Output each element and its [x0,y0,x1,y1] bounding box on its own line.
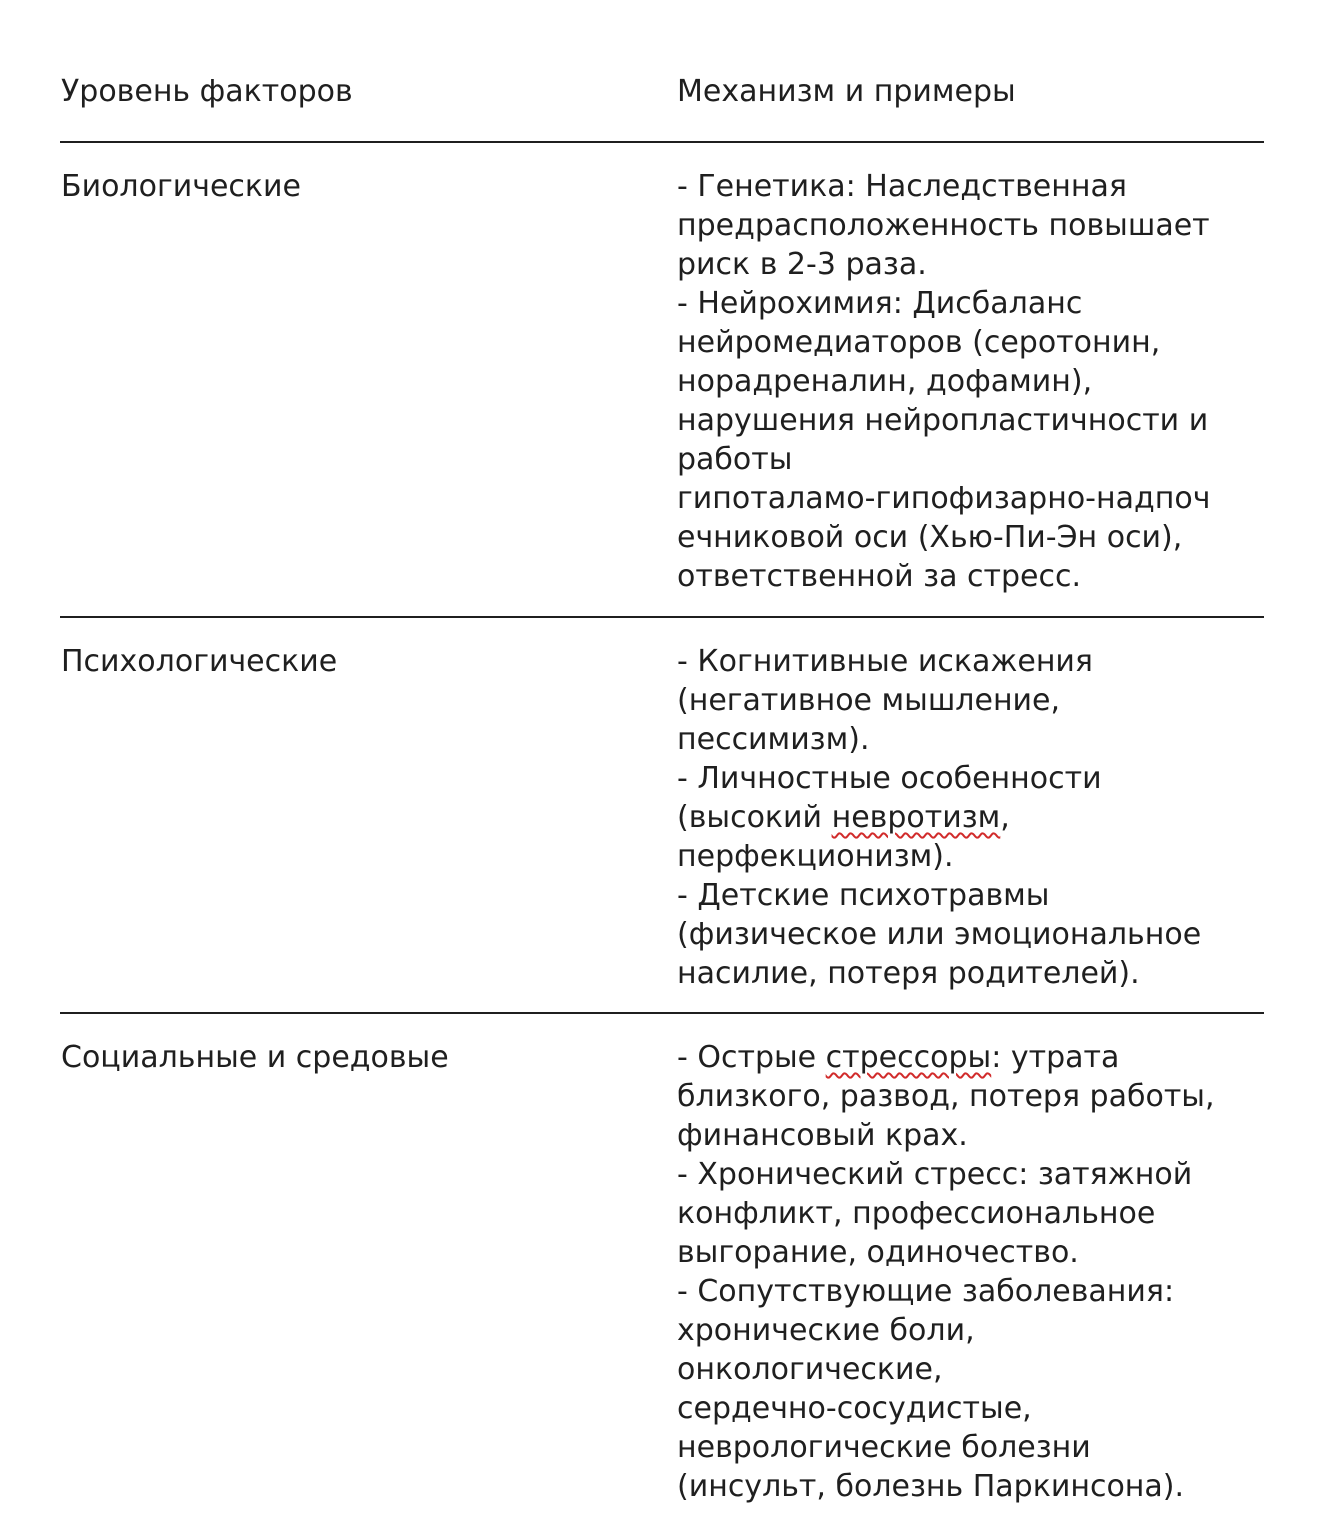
mechanism-line: (инсульт, болезнь Паркинсона). [677,1469,1185,1504]
row-mechanism-biological [677,167,1277,596]
mechanism-line: - Личностные особенности [677,761,1102,796]
header-factor-level: Уровень факторов [61,74,353,109]
mechanism-line: (высокий невротизм, [677,800,1010,835]
mechanism-line: - Генетика: Наследственная [677,169,1127,204]
mechanism-line: хронические боли, [677,1313,975,1348]
row-factor-social: Социальные и средовые [61,1040,449,1075]
mechanism-line: ответственной за стресс. [677,559,1082,594]
mechanism-line: - Нейрохимия: Дисбаланс [677,286,1083,321]
mechanism-line: - Острые стрессоры: утрата [677,1040,1120,1075]
mechanism-line: выгорание, одиночество. [677,1235,1079,1270]
mechanism-line: - Детские психотравмы [677,878,1050,913]
row-divider [60,616,1264,618]
mechanism-line: - Когнитивные искажения [677,644,1093,679]
mechanism-line: нарушения нейропластичности и [677,403,1209,438]
row-mechanism-social [677,1038,1277,1506]
mechanism-line: риск в 2-3 раза. [677,247,927,282]
header-mechanism-examples: Механизм и примеры [677,74,1016,109]
mechanism-line: конфликт, профессиональное [677,1196,1156,1231]
mechanism-line: (физическое или эмоциональное [677,917,1202,952]
row-mechanism-psychological [677,642,1277,993]
spellcheck-flagged-word[interactable]: невротизм [831,800,1001,835]
mechanism-line: (негативное мышление, [677,683,1061,718]
spellcheck-flagged-word[interactable]: стрессоры [825,1040,992,1075]
row-factor-psychological: Психологические [61,644,338,679]
mechanism-line: ечниковой оси (Хью-Пи-Эн оси), [677,520,1183,555]
mechanism-line: онкологические, [677,1352,943,1387]
mechanism-line: финансовый крах. [677,1118,968,1153]
mechanism-line: перфекционизм). [677,839,954,874]
mechanism-line: неврологические болезни [677,1430,1091,1465]
mechanism-line: сердечно-сосудистые, [677,1391,1032,1426]
mechanism-line: гипоталамо-гипофизарно-надпоч [677,481,1211,516]
mechanism-line: предрасположенность повышает [677,208,1210,243]
row-factor-biological: Биологические [61,169,301,204]
mechanism-line: близкого, развод, потеря работы, [677,1079,1215,1114]
mechanism-line: норадреналин, дофамин), [677,364,1093,399]
row-divider [60,1012,1264,1014]
mechanism-line: работы [677,442,793,477]
mechanism-line: - Сопутствующие заболевания: [677,1274,1175,1309]
mechanism-line: нейромедиаторов (серотонин, [677,325,1161,360]
mechanism-line: насилие, потеря родителей). [677,956,1140,991]
mechanism-line: - Хронический стресс: затяжной [677,1157,1193,1192]
header-divider [60,141,1264,143]
mechanism-line: пессимизм). [677,722,870,757]
